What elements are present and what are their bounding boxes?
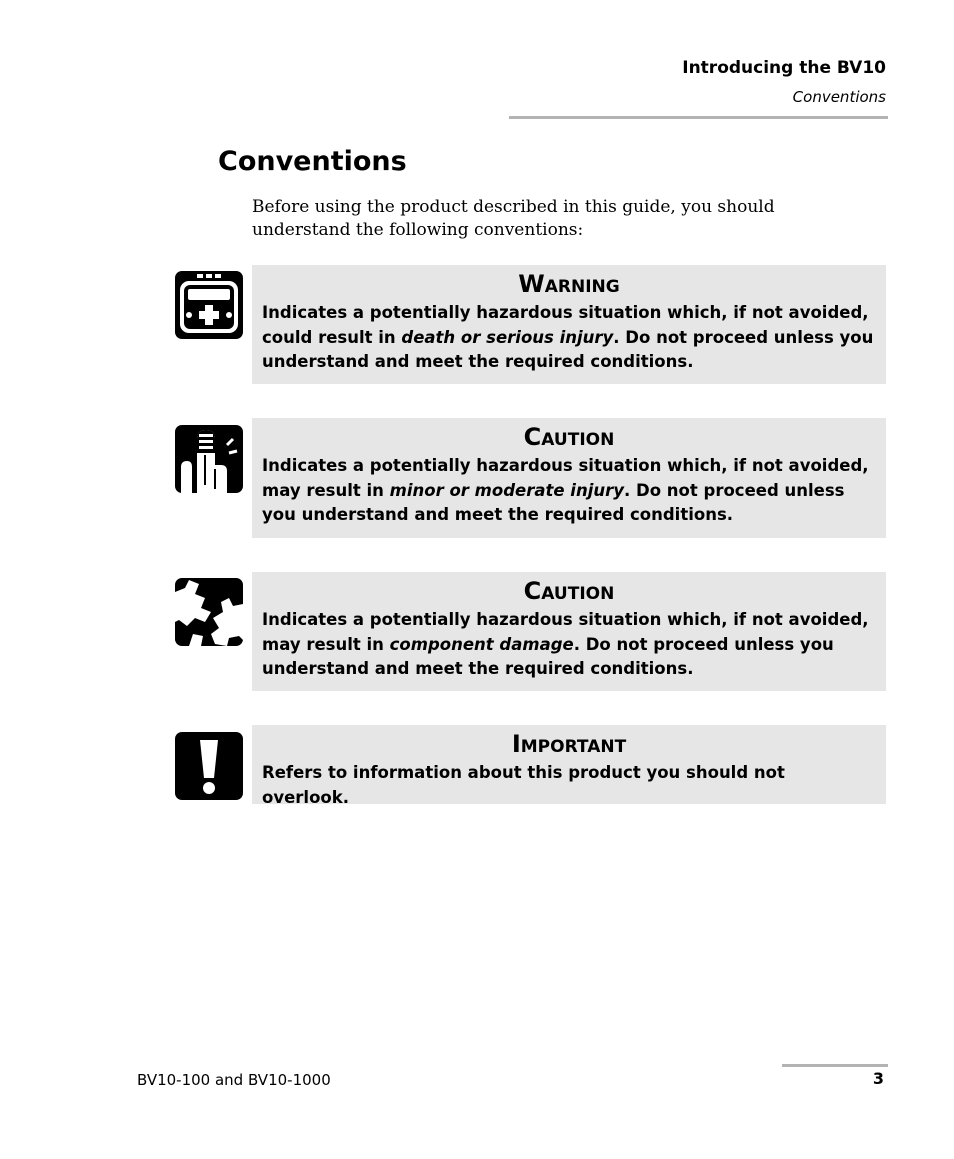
page-title: Conventions <box>218 146 407 177</box>
important-title: Important <box>511 730 627 758</box>
caution-injury-title: Caution <box>523 423 615 451</box>
caution-injury-text: Indicates a potentially hazardous situation which, if not avoided, may result in minor or moderate injury. Do not proceed unless you understand and meet the required conditions. <box>262 456 869 524</box>
warning-emphasis: death or serious injury <box>401 327 614 347</box>
footer-rule <box>782 1064 888 1067</box>
important-text: Refers to information about this product you should not overlook. <box>262 763 785 807</box>
intro-paragraph: Before using the product described in this guide, you should understand the following conventions: <box>252 197 775 240</box>
section-subtitle: Conventions <box>792 88 886 106</box>
caution-damage-box <box>252 572 886 691</box>
caution-injury-box <box>252 418 886 538</box>
warning-text: Indicates a potentially hazardous situation which, if not avoided, could result in death or serious injury. Do not proceed unless you understand and meet the required conditions. <box>262 303 874 371</box>
broken-gear-icon <box>175 578 243 646</box>
caution-damage-text: Indicates a potentially hazardous situation which, if not avoided, may result in component damage. Do not proceed unless you understand and meet the required conditions. <box>262 610 869 678</box>
page-number: 3 <box>872 1069 884 1088</box>
warning-box <box>252 265 886 384</box>
ambulance-icon <box>175 271 243 339</box>
exclamation-icon <box>175 732 243 800</box>
caution-damage-title: Caution <box>523 577 615 605</box>
footer-product: BV10-100 and BV10-1000 <box>137 1071 331 1089</box>
header-rule <box>509 116 888 119</box>
caution-injury-emphasis: minor or moderate injury <box>389 480 625 500</box>
running-header <box>682 58 886 106</box>
injured-finger-icon <box>175 425 243 493</box>
warning-title: Warning <box>518 270 620 298</box>
chapter-title: Introducing the BV10 <box>682 58 886 78</box>
caution-damage-emphasis: component damage <box>389 634 574 654</box>
important-box <box>252 725 886 807</box>
